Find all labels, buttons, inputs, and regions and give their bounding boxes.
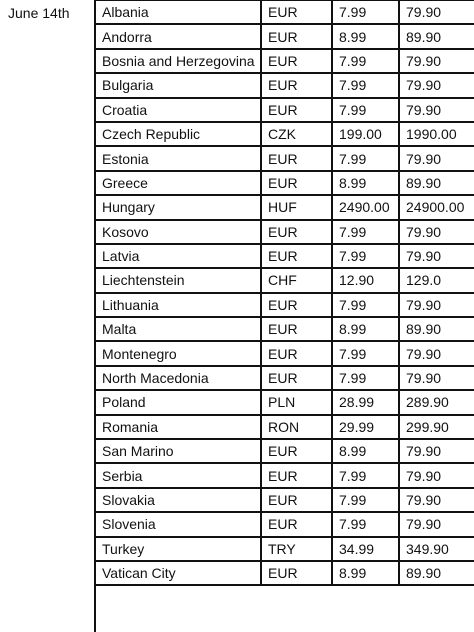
date-cell bbox=[0, 0, 96, 632]
price-b-cell: 89.90 bbox=[399, 561, 474, 585]
table-row bbox=[96, 537, 474, 561]
country-cell: Greece bbox=[96, 171, 261, 195]
table-row bbox=[96, 122, 474, 146]
price-b-cell: 89.90 bbox=[399, 24, 474, 48]
currency-cell: TRY bbox=[261, 537, 332, 561]
currency-cell: EUR bbox=[261, 220, 332, 244]
table-row bbox=[96, 341, 474, 365]
price-b-cell: 79.90 bbox=[399, 341, 474, 365]
currency-cell: EUR bbox=[261, 463, 332, 487]
price-b-cell: 299.90 bbox=[399, 415, 474, 439]
country-cell: Poland bbox=[96, 390, 261, 414]
currency-cell: RON bbox=[261, 415, 332, 439]
table-row bbox=[96, 98, 474, 122]
country-cell: Czech Republic bbox=[96, 122, 261, 146]
price-a-cell: 12.90 bbox=[332, 268, 399, 292]
currency-cell: EUR bbox=[261, 293, 332, 317]
country-cell: Slovakia bbox=[96, 488, 261, 512]
currency-cell: PLN bbox=[261, 390, 332, 414]
price-a-cell: 7.99 bbox=[332, 463, 399, 487]
table-row bbox=[96, 73, 474, 97]
table-row bbox=[96, 24, 474, 48]
table-row bbox=[96, 366, 474, 390]
price-a-cell: 8.99 bbox=[332, 439, 399, 463]
date-label: June 14th bbox=[8, 5, 70, 21]
price-a-cell: 7.99 bbox=[332, 146, 399, 170]
price-b-cell: 79.90 bbox=[399, 366, 474, 390]
country-cell: Latvia bbox=[96, 244, 261, 268]
country-cell: Montenegro bbox=[96, 341, 261, 365]
table-row bbox=[96, 146, 474, 170]
currency-cell: EUR bbox=[261, 0, 332, 24]
price-a-cell: 7.99 bbox=[332, 49, 399, 73]
table-row bbox=[96, 244, 474, 268]
price-table-body bbox=[96, 0, 474, 585]
table-row bbox=[96, 268, 474, 292]
currency-cell: CHF bbox=[261, 268, 332, 292]
country-cell: Lithuania bbox=[96, 293, 261, 317]
table-row bbox=[96, 171, 474, 195]
country-cell: Kosovo bbox=[96, 220, 261, 244]
price-b-cell: 89.90 bbox=[399, 171, 474, 195]
currency-cell: EUR bbox=[261, 244, 332, 268]
country-cell: Estonia bbox=[96, 146, 261, 170]
price-b-cell: 79.90 bbox=[399, 220, 474, 244]
country-cell: Bulgaria bbox=[96, 73, 261, 97]
currency-cell: EUR bbox=[261, 561, 332, 585]
price-a-cell: 8.99 bbox=[332, 24, 399, 48]
price-a-cell: 7.99 bbox=[332, 244, 399, 268]
table-row bbox=[96, 390, 474, 414]
country-cell: North Macedonia bbox=[96, 366, 261, 390]
price-b-cell: 79.90 bbox=[399, 463, 474, 487]
currency-cell: EUR bbox=[261, 341, 332, 365]
table-row bbox=[96, 415, 474, 439]
country-cell: San Marino bbox=[96, 439, 261, 463]
table-row bbox=[96, 561, 474, 585]
price-b-cell: 79.90 bbox=[399, 293, 474, 317]
price-b-cell: 79.90 bbox=[399, 439, 474, 463]
table-row bbox=[96, 49, 474, 73]
currency-cell: EUR bbox=[261, 49, 332, 73]
country-cell: Andorra bbox=[96, 24, 261, 48]
price-b-cell: 129.0 bbox=[399, 268, 474, 292]
price-b-cell: 79.90 bbox=[399, 73, 474, 97]
currency-cell: EUR bbox=[261, 98, 332, 122]
price-b-cell: 79.90 bbox=[399, 49, 474, 73]
table-row bbox=[96, 0, 474, 24]
price-a-cell: 7.99 bbox=[332, 98, 399, 122]
price-a-cell: 7.99 bbox=[332, 512, 399, 536]
country-cell: Bosnia and Herzegovina bbox=[96, 49, 261, 73]
price-a-cell: 7.99 bbox=[332, 488, 399, 512]
country-cell: Hungary bbox=[96, 195, 261, 219]
price-a-cell: 8.99 bbox=[332, 171, 399, 195]
price-table bbox=[96, 0, 474, 586]
table-row bbox=[96, 195, 474, 219]
price-a-cell: 28.99 bbox=[332, 390, 399, 414]
currency-cell: EUR bbox=[261, 171, 332, 195]
table-row bbox=[96, 220, 474, 244]
price-a-cell: 7.99 bbox=[332, 341, 399, 365]
currency-cell: EUR bbox=[261, 73, 332, 97]
price-a-cell: 29.99 bbox=[332, 415, 399, 439]
price-b-cell: 79.90 bbox=[399, 488, 474, 512]
country-cell: Serbia bbox=[96, 463, 261, 487]
price-b-cell: 289.90 bbox=[399, 390, 474, 414]
price-b-cell: 349.90 bbox=[399, 537, 474, 561]
price-a-cell: 34.99 bbox=[332, 537, 399, 561]
table-row bbox=[96, 512, 474, 536]
country-cell: Croatia bbox=[96, 98, 261, 122]
price-a-cell: 8.99 bbox=[332, 317, 399, 341]
currency-cell: EUR bbox=[261, 512, 332, 536]
price-a-cell: 7.99 bbox=[332, 366, 399, 390]
table-row bbox=[96, 439, 474, 463]
price-b-cell: 89.90 bbox=[399, 317, 474, 341]
country-cell: Slovenia bbox=[96, 512, 261, 536]
price-a-cell: 2490.00 bbox=[332, 195, 399, 219]
currency-cell: CZK bbox=[261, 122, 332, 146]
table-row bbox=[96, 293, 474, 317]
price-a-cell: 8.99 bbox=[332, 561, 399, 585]
price-a-cell: 7.99 bbox=[332, 293, 399, 317]
price-a-cell: 7.99 bbox=[332, 0, 399, 24]
country-cell: Liechtenstein bbox=[96, 268, 261, 292]
price-b-cell: 24900.00 bbox=[399, 195, 474, 219]
price-b-cell: 79.90 bbox=[399, 512, 474, 536]
price-a-cell: 7.99 bbox=[332, 220, 399, 244]
price-a-cell: 199.00 bbox=[332, 122, 399, 146]
price-b-cell: 79.90 bbox=[399, 244, 474, 268]
table-row bbox=[96, 317, 474, 341]
currency-cell: EUR bbox=[261, 366, 332, 390]
price-b-cell: 79.90 bbox=[399, 98, 474, 122]
table-row bbox=[96, 463, 474, 487]
country-cell: Albania bbox=[96, 0, 261, 24]
currency-cell: EUR bbox=[261, 24, 332, 48]
price-b-cell: 79.90 bbox=[399, 146, 474, 170]
country-cell: Turkey bbox=[96, 537, 261, 561]
currency-cell: EUR bbox=[261, 146, 332, 170]
country-cell: Malta bbox=[96, 317, 261, 341]
currency-cell: EUR bbox=[261, 488, 332, 512]
price-a-cell: 7.99 bbox=[332, 73, 399, 97]
country-cell: Romania bbox=[96, 415, 261, 439]
price-b-cell: 1990.00 bbox=[399, 122, 474, 146]
currency-cell: EUR bbox=[261, 439, 332, 463]
currency-cell: HUF bbox=[261, 195, 332, 219]
price-b-cell: 79.90 bbox=[399, 0, 474, 24]
country-cell: Vatican City bbox=[96, 561, 261, 585]
table-row bbox=[96, 488, 474, 512]
currency-cell: EUR bbox=[261, 317, 332, 341]
